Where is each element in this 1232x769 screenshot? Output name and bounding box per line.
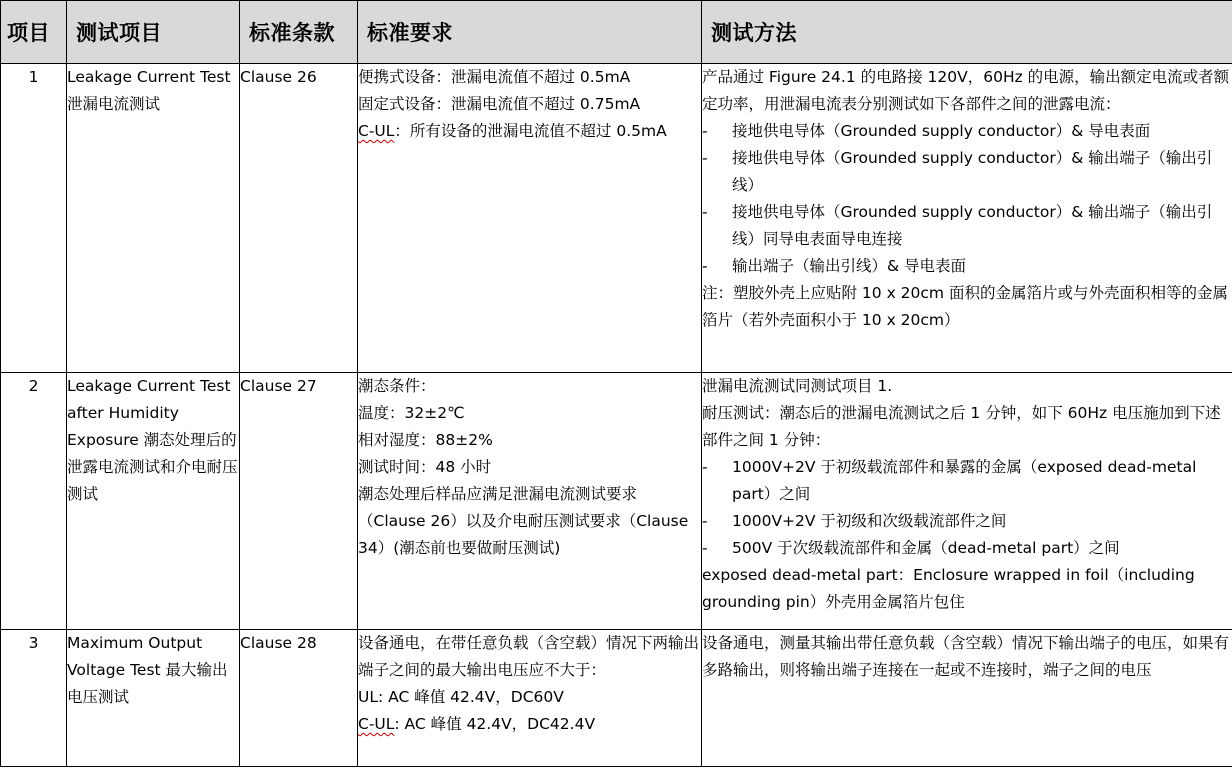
requirement-line: 设备通电，在带任意负载（含空载）情况下两输出端子之间的最大输出电压应不大于： (358, 634, 700, 679)
row-number: 2 (1, 373, 67, 630)
requirement-line: 温度：32±2℃ (358, 404, 465, 422)
dash-marker: - (702, 149, 708, 167)
header-item-no: 项目 (1, 1, 67, 64)
requirement-cell (358, 373, 702, 630)
method-bullet (702, 253, 1232, 280)
dash-marker: - (702, 122, 708, 140)
requirement-line: C-UL: AC 峰值 42.4V，DC42.4V (358, 715, 596, 733)
requirement-line: 相对湿度：88±2% (358, 431, 493, 449)
method-intro: 泄漏电流测试同测试项目 1. (702, 377, 893, 395)
requirement-line: 固定式设备：泄漏电流值不超过 0.75mA (358, 95, 641, 113)
table-row (1, 64, 1232, 373)
requirement-cell (358, 630, 702, 767)
requirement-line: UL: AC 峰值 42.4V，DC60V (358, 688, 564, 706)
method-cell (702, 64, 1232, 373)
method-bullet-text: 输出端子（输出引线）& 导电表面 (732, 257, 967, 275)
method-intro: 产品通过 Figure 24.1 的电路接 120V，60Hz 的电源，输出额定电流或者额定功率，用泄漏电流表分别测试如下各部件之间的泄露电流： (702, 68, 1230, 113)
dash-marker: - (702, 257, 708, 275)
test-item-text: Leakage Current Test 泄漏电流测试 (67, 68, 231, 113)
test-item-cell (67, 373, 240, 630)
method-bullet-text: 接地供电导体（Grounded supply conductor）& 输出端子（输出引线） (732, 149, 1213, 194)
requirement-line: 潮态处理后样品应满足泄漏电流测试要求（Clause 26）以及介电耐压测试要求（Clause 34）(潮态前也要做耐压测试) (358, 485, 689, 557)
header-method: 测试方法 (702, 1, 1232, 64)
method-bullet (702, 145, 1232, 199)
requirement-line: 测试时间：48 小时 (358, 458, 492, 476)
dash-marker: - (702, 512, 708, 530)
method-note: 注：塑胶外壳上应贴附 10 x 20cm 面积的金属箔片或与外壳面积相等的金属箔片（若外壳面积小于 10 x 20cm） (702, 284, 1228, 329)
table-row (1, 373, 1232, 630)
header-test-item: 测试项目 (67, 1, 240, 64)
header-row (1, 1, 1232, 64)
method-bullet (702, 454, 1232, 508)
requirement-cell (358, 64, 702, 373)
table-row (1, 630, 1232, 767)
row-number: 3 (1, 630, 67, 767)
header-clause: 标准条款 (240, 1, 358, 64)
clause-cell: Clause 26 (240, 64, 358, 373)
method-bullet (702, 508, 1232, 535)
method-intro: 设备通电，测量其输出带任意负载（含空载）情况下输出端子的电压，如果有多路输出，则将输出端子连接在一起或不连接时，端子之间的电压 (702, 634, 1230, 679)
requirement-line: 潮态条件： (358, 377, 436, 395)
method-bullet (702, 199, 1232, 253)
method-bullet-text: 500V 于次级载流部件和金属（dead-metal part）之间 (732, 539, 1120, 557)
requirement-line: C-UL：所有设备的泄漏电流值不超过 0.5mA (358, 122, 667, 140)
header-requirement: 标准要求 (358, 1, 702, 64)
method-bullet-text: 接地供电导体（Grounded supply conductor）& 输出端子（输出引线）同导电表面导电连接 (732, 203, 1213, 248)
clause-cell: Clause 28 (240, 630, 358, 767)
method-bullet (702, 535, 1232, 562)
method-bullet (702, 118, 1232, 145)
method-cell (702, 373, 1232, 630)
dash-marker: - (702, 203, 708, 221)
spellcheck-mark: C-UL (358, 122, 395, 140)
requirement-line: 便携式设备：泄漏电流值不超过 0.5mA (358, 68, 631, 86)
method-bullet-text: 接地供电导体（Grounded supply conductor）& 导电表面 (732, 122, 1151, 140)
test-item-cell (67, 630, 240, 767)
spellcheck-mark: C-UL (358, 715, 395, 733)
row-number: 1 (1, 64, 67, 373)
test-item-text: Maximum Output Voltage Test 最大输出电压测试 (67, 634, 228, 706)
method-bullet-text: 1000V+2V 于初级和次级载流部件之间 (732, 512, 1007, 530)
test-item-cell (67, 64, 240, 373)
test-item-text: Leakage Current Test after Humidity Exposure 潮态处理后的泄露电流测试和介电耐压测试 (67, 377, 238, 503)
dash-marker: - (702, 539, 708, 557)
method-cell (702, 630, 1232, 767)
clause-cell: Clause 27 (240, 373, 358, 630)
dash-marker: - (702, 458, 708, 476)
method-note: exposed dead-metal part：Enclosure wrapped in foil（including grounding pin）外壳用金属箔片包住 (702, 566, 1195, 611)
method-bullet-text: 1000V+2V 于初级载流部件和暴露的金属（exposed dead-metal part）之间 (732, 458, 1197, 503)
method-intro-2: 耐压测试：潮态后的泄漏电流测试之后 1 分钟，如下 60Hz 电压施加到下述部件之间 1 分钟： (702, 404, 1221, 449)
